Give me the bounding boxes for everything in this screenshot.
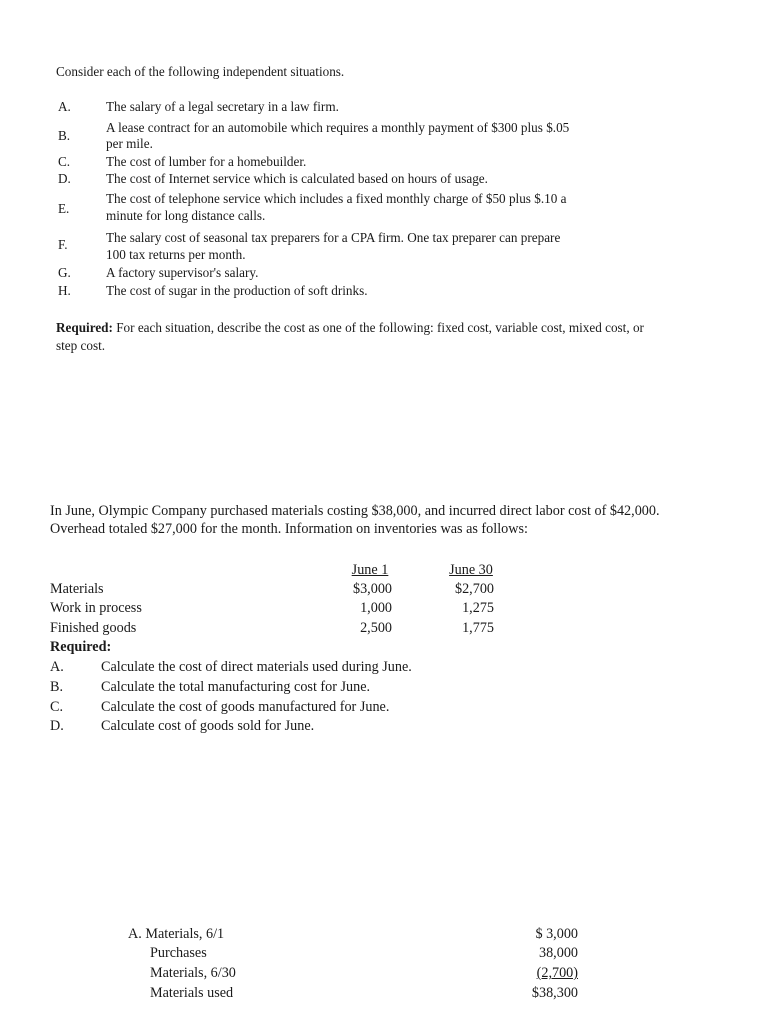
item-e-letter: E. <box>58 201 70 216</box>
problem1-required <box>56 320 644 335</box>
wip-june-30: 1,275 <box>462 600 494 616</box>
solution-label-materials-used: Materials used <box>150 985 234 1001</box>
req-c-text: Calculate the cost of goods manufactured for June. <box>101 699 390 715</box>
req-a-text: Calculate the cost of direct materials used during June. <box>101 659 412 675</box>
materials-6-30-amount: (2,700) <box>536 965 578 981</box>
req-b-letter: B. <box>50 679 64 695</box>
item-c-letter: C. <box>58 154 71 169</box>
problem1-intro: Consider each of the following independent situations. <box>56 64 345 79</box>
item-f-text-2: 100 tax returns per month. <box>106 247 246 262</box>
item-f-text-1: The salary cost of seasonal tax preparers for a CPA firm. One tax preparer can prepare <box>106 230 561 245</box>
column-header-june-30: June 30 <box>449 562 493 578</box>
item-b-text-1: A lease contract for an automobile which requires a monthly payment of $300 plus $.05 <box>106 120 570 135</box>
required-label: Required: <box>56 320 113 335</box>
item-e-text-2: minute for long distance calls. <box>106 208 266 223</box>
solution-label-purchases: Purchases <box>150 945 207 961</box>
req-c-letter: C. <box>50 699 64 715</box>
item-b-text-2: per mile. <box>106 136 153 151</box>
materials-june-1: $3,000 <box>352 581 392 597</box>
fg-june-30: 1,775 <box>462 620 494 636</box>
required-text-2: step cost. <box>56 338 106 353</box>
item-h-text: The cost of sugar in the production of soft drinks. <box>106 283 368 298</box>
item-e-text-1: The cost of telephone service which includes a fixed monthly charge of $50 plus $.10 a <box>106 191 567 206</box>
item-g-text: A factory supervisor's salary. <box>106 265 259 280</box>
item-a-text: The salary of a legal secretary in a law firm. <box>106 99 339 114</box>
problem2-required-label: Required: <box>50 639 112 655</box>
solution-value-materials-used: $38,300 <box>531 985 578 1001</box>
materials-june-30: $2,700 <box>454 581 494 597</box>
solution-label-materials-6-30: Materials, 6/30 <box>150 965 236 981</box>
fg-june-1: 2,500 <box>360 620 392 636</box>
item-b-letter: B. <box>58 128 71 143</box>
solution-value-purchases: 38,000 <box>538 945 578 961</box>
column-header-june-1: June 1 <box>351 562 389 578</box>
solution-label-materials-6-1: A. Materials, 6/1 <box>128 926 225 942</box>
item-d-letter: D. <box>58 171 71 186</box>
item-f-letter: F. <box>58 237 68 252</box>
item-d-text: The cost of Internet service which is calculated based on hours of usage. <box>106 171 488 186</box>
item-a-letter: A. <box>58 99 71 114</box>
solution-value-materials-6-30 <box>480 964 578 982</box>
problem2-intro-1: In June, Olympic Company purchased materials costing $38,000, and incurred direct labor cost of $42,000. <box>50 503 660 519</box>
solution-value-materials-6-1: $ 3,000 <box>535 926 578 942</box>
req-b-text: Calculate the total manufacturing cost for June. <box>101 679 371 695</box>
wip-june-1: 1,000 <box>360 600 392 616</box>
item-c-text: The cost of lumber for a homebuilder. <box>106 154 307 169</box>
item-h-letter: H. <box>58 283 71 298</box>
item-g-letter: G. <box>58 265 71 280</box>
row-label-finished-goods: Finished goods <box>50 620 137 636</box>
req-d-text: Calculate cost of goods sold for June. <box>101 718 315 734</box>
req-d-letter: D. <box>50 718 64 734</box>
row-label-materials: Materials <box>50 581 104 597</box>
problem2-intro-2: Overhead totaled $27,000 for the month. Information on inventories was as follows: <box>50 521 528 537</box>
required-text-1: For each situation, describe the cost as one of the following: fixed cost, variable cost, mixed cost, or <box>112 320 644 335</box>
row-label-work-in-process: Work in process <box>50 600 142 616</box>
req-a-letter: A. <box>50 659 64 675</box>
